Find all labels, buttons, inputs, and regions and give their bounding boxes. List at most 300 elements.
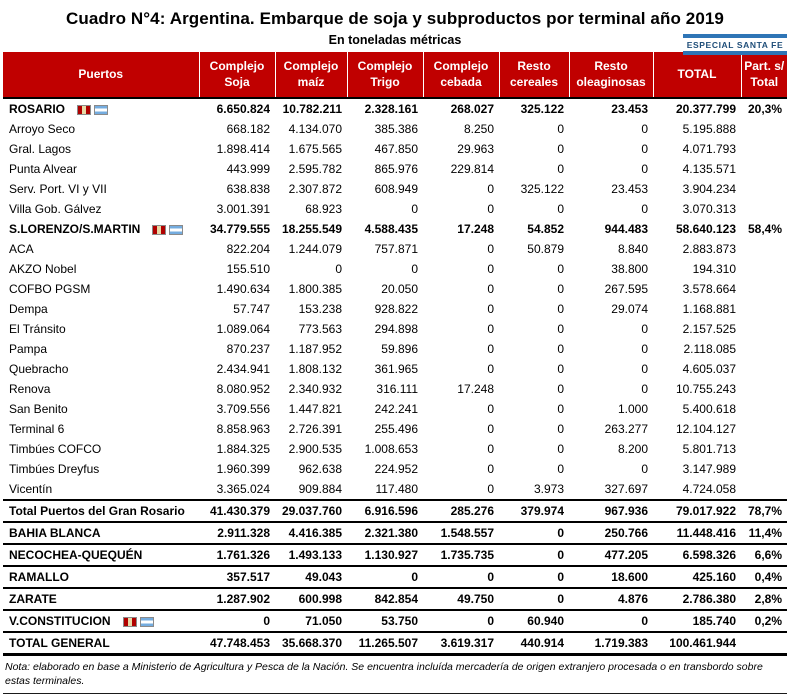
oleaginosas-cell: 0 <box>641 382 648 396</box>
port-name: COFBO PGSM <box>9 282 91 296</box>
santa-fe-flag-icon <box>123 617 137 627</box>
table-row <box>3 500 787 522</box>
oleaginosas-cell: 0 <box>641 322 648 336</box>
oleaginosas-cell: 0 <box>641 162 648 176</box>
trigo-cell: 59.896 <box>381 342 418 356</box>
total-cell: 2.157.525 <box>682 322 736 336</box>
part-cell <box>741 339 787 359</box>
total-cell: 3.070.313 <box>682 202 736 216</box>
total-cell: 11.448.416 <box>676 526 736 540</box>
port-name-cell <box>3 299 199 319</box>
trigo-cell: 11.265.507 <box>358 636 418 650</box>
footnote: Nota: elaborado en base a Ministerio de Agricultura y Pesca de la Nación. Se encuentra incluída mercadería de origen extranjero procesada o en transbordo sobre estas terminales. <box>3 659 787 694</box>
cebada-cell: 229.814 <box>450 162 494 176</box>
oleaginosas-cell: 0 <box>641 122 648 136</box>
soja-cell: 1.761.326 <box>216 548 270 562</box>
cebada-cell: 0 <box>487 442 494 456</box>
cereales-cell: 0 <box>557 382 564 396</box>
maiz-cell: 18.255.549 <box>281 222 342 236</box>
port-name-cell <box>3 359 199 379</box>
soja-cell: 443.999 <box>226 162 270 176</box>
part-cell: 0,2% <box>754 614 782 628</box>
oleaginosas-cell: 8.200 <box>617 442 648 456</box>
cebada-cell: 1.735.735 <box>440 548 494 562</box>
port-name-cell <box>3 139 199 159</box>
soja-cell: 2.911.328 <box>217 526 270 540</box>
maiz-cell: 4.134.070 <box>288 122 342 136</box>
trigo-cell: 608.949 <box>374 182 418 196</box>
maiz-cell: 4.416.385 <box>288 526 342 540</box>
port-name-cell <box>3 259 199 279</box>
cereales-cell: 440.914 <box>520 636 564 650</box>
part-cell <box>741 279 787 299</box>
table-row <box>3 299 787 319</box>
maiz-cell: 10.782.211 <box>282 102 342 116</box>
port-name: Arroyo Seco <box>9 122 76 136</box>
units-subtitle: En toneladas métricas <box>328 33 462 47</box>
part-cell <box>741 379 787 399</box>
table-row <box>3 219 787 239</box>
soja-cell: 3.001.391 <box>216 202 270 216</box>
part-cell: 11,4% <box>748 526 782 540</box>
col-header-puertos: Puertos <box>3 52 199 98</box>
maiz-cell: 0 <box>335 262 342 276</box>
soja-cell: 34.779.555 <box>209 222 270 236</box>
maiz-cell: 1.447.821 <box>288 402 342 416</box>
table-row <box>3 339 787 359</box>
port-name-cell <box>3 199 199 219</box>
col-header-part: Part. s/ Total <box>741 52 787 98</box>
maiz-cell: 1.675.565 <box>288 142 342 156</box>
port-name-cell <box>3 632 199 655</box>
total-cell: 5.801.713 <box>682 442 736 456</box>
oleaginosas-cell: 327.697 <box>604 482 648 496</box>
oleaginosas-cell: 4.876 <box>617 592 648 606</box>
cereales-cell: 0 <box>557 142 564 156</box>
port-name-cell <box>3 279 199 299</box>
soja-cell: 8.858.963 <box>216 422 270 436</box>
port-name-cell <box>3 239 199 259</box>
part-cell: 2,8% <box>754 592 782 606</box>
total-cell: 6.598.326 <box>682 548 736 562</box>
part-cell <box>741 632 787 655</box>
maiz-cell: 2.900.535 <box>288 442 342 456</box>
total-cell: 3.147.989 <box>682 462 736 476</box>
shipments-table <box>3 52 787 656</box>
cereales-cell: 0 <box>557 202 564 216</box>
cereales-cell: 0 <box>557 526 564 540</box>
cebada-cell: 29.963 <box>457 142 494 156</box>
port-name: Serv. Port. VI y VII <box>9 182 107 196</box>
table-row <box>3 566 787 588</box>
total-cell: 4.071.793 <box>682 142 736 156</box>
cereales-cell: 0 <box>557 362 564 376</box>
soja-cell: 2.434.941 <box>216 362 270 376</box>
cereales-cell: 0 <box>557 548 564 562</box>
port-name: San Benito <box>9 402 68 416</box>
part-cell <box>741 259 787 279</box>
port-name-cell <box>3 439 199 459</box>
cereales-cell: 54.852 <box>527 222 564 236</box>
part-cell <box>741 299 787 319</box>
port-name-cell <box>3 522 199 544</box>
trigo-cell: 928.822 <box>374 302 418 316</box>
argentina-flag-icon <box>140 617 154 627</box>
cebada-cell: 3.619.317 <box>440 636 494 650</box>
total-cell: 20.377.799 <box>675 102 736 116</box>
port-name-cell <box>3 459 199 479</box>
port-name: Dempa <box>9 302 48 316</box>
port-name: Renova <box>9 382 51 396</box>
port-name-cell <box>3 610 199 632</box>
trigo-cell: 1.130.927 <box>364 548 418 562</box>
page-title: Cuadro N°4: Argentina. Embarque de soja y subproductos por terminal año 2019 <box>65 9 724 28</box>
cebada-cell: 285.276 <box>450 504 494 518</box>
table-row <box>3 522 787 544</box>
oleaginosas-cell: 0 <box>641 462 648 476</box>
table-body <box>3 98 787 655</box>
port-name-cell <box>3 399 199 419</box>
port-name: TOTAL GENERAL <box>9 636 110 650</box>
cereales-cell: 0 <box>557 462 564 476</box>
soja-cell: 3.709.556 <box>216 402 270 416</box>
oleaginosas-cell: 18.600 <box>611 570 648 584</box>
total-cell: 425.160 <box>692 570 736 584</box>
maiz-cell: 2.726.391 <box>288 422 342 436</box>
total-cell: 5.195.888 <box>682 122 736 136</box>
soja-cell: 1.089.064 <box>216 322 270 336</box>
port-name: Gral. Lagos <box>9 142 72 156</box>
cebada-cell: 0 <box>487 462 494 476</box>
total-cell: 3.578.664 <box>682 282 736 296</box>
col-header-complejo-cebada: Complejo cebada <box>423 52 499 98</box>
part-cell <box>741 419 787 439</box>
port-name: RAMALLO <box>9 570 69 584</box>
soja-cell: 822.204 <box>226 242 270 256</box>
oleaginosas-cell: 1.719.383 <box>594 636 648 650</box>
port-name-cell <box>3 159 199 179</box>
part-cell <box>741 199 787 219</box>
maiz-cell: 49.043 <box>305 570 342 584</box>
cebada-cell: 17.248 <box>457 222 494 236</box>
port-name-cell <box>3 379 199 399</box>
col-header-complejo-soja: Complejo Soja <box>199 52 275 98</box>
cereales-cell: 3.973 <box>533 482 564 496</box>
especial-santa-fe-badge <box>683 34 787 55</box>
oleaginosas-cell: 8.840 <box>617 242 648 256</box>
soja-cell: 41.430.379 <box>209 504 270 518</box>
maiz-cell: 68.923 <box>305 202 342 216</box>
maiz-cell: 962.638 <box>298 462 342 476</box>
port-name-cell <box>3 119 199 139</box>
trigo-cell: 6.916.596 <box>364 504 418 518</box>
trigo-cell: 4.588.435 <box>364 222 418 236</box>
soja-cell: 1.960.399 <box>216 462 270 476</box>
cereales-cell: 0 <box>557 122 564 136</box>
port-name-cell <box>3 588 199 610</box>
port-name: S.LORENZO/S.MARTIN <box>9 222 141 236</box>
cereales-cell: 0 <box>557 262 564 276</box>
cebada-cell: 8.250 <box>463 122 494 136</box>
table-row <box>3 179 787 199</box>
cereales-cell: 379.974 <box>520 504 564 518</box>
table-row <box>3 399 787 419</box>
oleaginosas-cell: 267.595 <box>604 282 648 296</box>
oleaginosas-cell: 250.766 <box>604 526 648 540</box>
port-name: Terminal 6 <box>9 422 65 436</box>
total-cell: 3.904.234 <box>682 182 736 196</box>
part-cell <box>741 479 787 500</box>
cereales-cell: 0 <box>557 570 564 584</box>
trigo-cell: 361.965 <box>374 362 418 376</box>
part-cell <box>741 159 787 179</box>
soja-cell: 57.747 <box>233 302 270 316</box>
total-cell: 4.724.058 <box>682 482 736 496</box>
table-row <box>3 379 787 399</box>
trigo-cell: 757.871 <box>374 242 418 256</box>
soja-cell: 3.365.024 <box>216 482 270 496</box>
part-cell <box>741 179 787 199</box>
port-name-cell <box>3 500 199 522</box>
port-name: Vicentín <box>9 482 53 496</box>
total-cell: 2.786.380 <box>682 592 736 606</box>
oleaginosas-cell: 263.277 <box>604 422 648 436</box>
cebada-cell: 17.248 <box>457 382 494 396</box>
argentina-flag-icon <box>94 105 108 115</box>
oleaginosas-cell: 0 <box>641 202 648 216</box>
trigo-cell: 242.241 <box>374 402 418 416</box>
table-row <box>3 632 787 655</box>
cebada-cell: 0 <box>487 402 494 416</box>
maiz-cell: 909.884 <box>298 482 342 496</box>
total-cell: 5.400.618 <box>682 402 736 416</box>
table-row <box>3 259 787 279</box>
port-name: ZARATE <box>9 592 57 606</box>
cereales-cell: 50.879 <box>527 242 564 256</box>
cebada-cell: 0 <box>487 342 494 356</box>
maiz-cell: 1.187.952 <box>288 342 342 356</box>
table-row <box>3 119 787 139</box>
part-cell <box>741 399 787 419</box>
table-row <box>3 159 787 179</box>
cereales-cell: 0 <box>557 322 564 336</box>
maiz-cell: 1.800.385 <box>288 282 342 296</box>
table-row <box>3 610 787 632</box>
maiz-cell: 29.037.760 <box>281 504 342 518</box>
argentina-flag-icon <box>169 225 183 235</box>
table-row <box>3 479 787 500</box>
trigo-cell: 316.111 <box>376 382 418 396</box>
cereales-cell: 0 <box>557 422 564 436</box>
cereales-cell: 0 <box>557 302 564 316</box>
cebada-cell: 0 <box>487 242 494 256</box>
table-row <box>3 239 787 259</box>
total-cell: 2.118.085 <box>683 342 736 356</box>
soja-cell: 638.838 <box>226 182 270 196</box>
part-cell: 0,4% <box>754 570 782 584</box>
port-name: ROSARIO <box>9 102 66 116</box>
port-name: ACA <box>9 242 34 256</box>
maiz-cell: 600.998 <box>298 592 342 606</box>
cereales-cell: 0 <box>557 162 564 176</box>
soja-cell: 1.898.414 <box>216 142 270 156</box>
total-cell: 185.740 <box>692 614 736 628</box>
cereales-cell: 325.122 <box>520 182 564 196</box>
part-cell <box>741 139 787 159</box>
port-name-cell <box>3 339 199 359</box>
cereales-cell: 60.940 <box>527 614 564 628</box>
table-row <box>3 419 787 439</box>
soja-cell: 155.510 <box>226 262 270 276</box>
total-cell: 100.461.944 <box>669 636 736 650</box>
port-name-cell <box>3 419 199 439</box>
trigo-cell: 1.008.653 <box>364 442 418 456</box>
cebada-cell: 0 <box>487 570 494 584</box>
port-name: Villa Gob. Gálvez <box>9 202 102 216</box>
col-header-resto-cereales: Resto cereales <box>499 52 569 98</box>
cebada-cell: 0 <box>487 482 494 496</box>
port-name: AKZO Nobel <box>9 262 77 276</box>
port-name-cell <box>3 179 199 199</box>
trigo-cell: 224.952 <box>374 462 418 476</box>
trigo-cell: 385.386 <box>374 122 418 136</box>
oleaginosas-cell: 477.205 <box>604 548 648 562</box>
soja-cell: 668.182 <box>226 122 270 136</box>
trigo-cell: 53.750 <box>381 614 418 628</box>
trigo-cell: 2.321.380 <box>364 526 418 540</box>
trigo-cell: 255.496 <box>374 422 418 436</box>
maiz-cell: 35.668.370 <box>281 636 342 650</box>
total-cell: 10.755.243 <box>675 382 736 396</box>
maiz-cell: 71.050 <box>305 614 342 628</box>
table-row <box>3 544 787 566</box>
cebada-cell: 0 <box>487 262 494 276</box>
port-name: Punta Alvear <box>9 162 78 176</box>
soja-cell: 1.884.325 <box>216 442 270 456</box>
total-cell: 12.104.127 <box>675 422 736 436</box>
port-name: BAHIA BLANCA <box>9 526 101 540</box>
cereales-cell: 0 <box>557 592 564 606</box>
table-row <box>3 139 787 159</box>
cebada-cell: 0 <box>487 422 494 436</box>
soja-cell: 1.287.902 <box>216 592 270 606</box>
maiz-cell: 2.340.932 <box>288 382 342 396</box>
col-header-resto-oleaginosas: Resto oleaginosas <box>569 52 653 98</box>
oleaginosas-cell: 29.074 <box>611 302 648 316</box>
cebada-cell: 0 <box>487 322 494 336</box>
col-header-complejo-maiz: Complejo maíz <box>275 52 347 98</box>
trigo-cell: 467.850 <box>374 142 418 156</box>
total-cell: 4.135.571 <box>682 162 736 176</box>
oleaginosas-cell: 0 <box>641 362 648 376</box>
part-cell: 58,4% <box>747 222 782 236</box>
table-row <box>3 279 787 299</box>
cereales-cell: 0 <box>557 342 564 356</box>
cebada-cell: 49.750 <box>457 592 494 606</box>
maiz-cell: 773.563 <box>298 322 342 336</box>
oleaginosas-cell: 1.000 <box>617 402 648 416</box>
badge-label: ESPECIAL SANTA FE <box>683 34 787 55</box>
oleaginosas-cell: 967.936 <box>604 504 648 518</box>
maiz-cell: 2.307.872 <box>288 182 342 196</box>
cereales-cell: 0 <box>557 402 564 416</box>
soja-cell: 357.517 <box>226 570 270 584</box>
cebada-cell: 0 <box>487 202 494 216</box>
total-cell: 194.310 <box>692 262 736 276</box>
santa-fe-flag-icon <box>152 225 166 235</box>
trigo-cell: 117.480 <box>375 482 418 496</box>
oleaginosas-cell: 0 <box>641 342 648 356</box>
trigo-cell: 294.898 <box>374 322 418 336</box>
part-cell <box>741 439 787 459</box>
cereales-cell: 0 <box>557 282 564 296</box>
oleaginosas-cell: 0 <box>641 614 648 628</box>
cereales-cell: 325.122 <box>520 102 564 116</box>
maiz-cell: 1.808.132 <box>288 362 342 376</box>
port-name-cell <box>3 98 199 119</box>
port-name-cell <box>3 544 199 566</box>
maiz-cell: 1.493.133 <box>288 548 342 562</box>
trigo-cell: 0 <box>411 202 418 216</box>
trigo-cell: 20.050 <box>381 282 418 296</box>
port-name: El Tránsito <box>9 322 66 336</box>
trigo-cell: 865.976 <box>374 162 418 176</box>
col-header-complejo-trigo: Complejo Trigo <box>347 52 423 98</box>
port-name: Quebracho <box>9 362 69 376</box>
part-cell <box>741 359 787 379</box>
part-cell: 20,3% <box>747 102 782 116</box>
trigo-cell: 2.328.161 <box>364 102 418 116</box>
table-row <box>3 439 787 459</box>
soja-cell: 6.650.824 <box>216 102 270 116</box>
table-header-row <box>3 52 787 98</box>
cebada-cell: 0 <box>487 362 494 376</box>
table-row <box>3 98 787 119</box>
soja-cell: 1.490.634 <box>216 282 270 296</box>
cebada-cell: 0 <box>487 182 494 196</box>
port-name-cell <box>3 566 199 588</box>
oleaginosas-cell: 23.453 <box>611 102 648 116</box>
table-row <box>3 359 787 379</box>
part-cell <box>741 239 787 259</box>
table-row <box>3 199 787 219</box>
cebada-cell: 1.548.557 <box>440 526 494 540</box>
port-name: Pampa <box>9 342 48 356</box>
maiz-cell: 153.238 <box>298 302 342 316</box>
port-name: Timbúes Dreyfus <box>9 462 100 476</box>
part-cell <box>741 459 787 479</box>
cebada-cell: 0 <box>487 282 494 296</box>
trigo-cell: 0 <box>411 570 418 584</box>
total-cell: 1.168.881 <box>682 302 736 316</box>
table-row <box>3 459 787 479</box>
col-header-total: TOTAL <box>653 52 741 98</box>
oleaginosas-cell: 38.800 <box>611 262 648 276</box>
part-cell: 6,6% <box>754 548 782 562</box>
oleaginosas-cell: 944.483 <box>604 222 648 236</box>
table-row <box>3 319 787 339</box>
table-row <box>3 588 787 610</box>
total-cell: 79.017.922 <box>675 504 736 518</box>
port-name: NECOCHEA-QUEQUÉN <box>9 548 143 562</box>
part-cell <box>741 319 787 339</box>
cebada-cell: 0 <box>487 614 494 628</box>
trigo-cell: 0 <box>411 262 418 276</box>
total-cell: 4.605.037 <box>682 362 736 376</box>
port-name: Timbúes COFCO <box>9 442 102 456</box>
oleaginosas-cell: 0 <box>641 142 648 156</box>
soja-cell: 870.237 <box>226 342 270 356</box>
